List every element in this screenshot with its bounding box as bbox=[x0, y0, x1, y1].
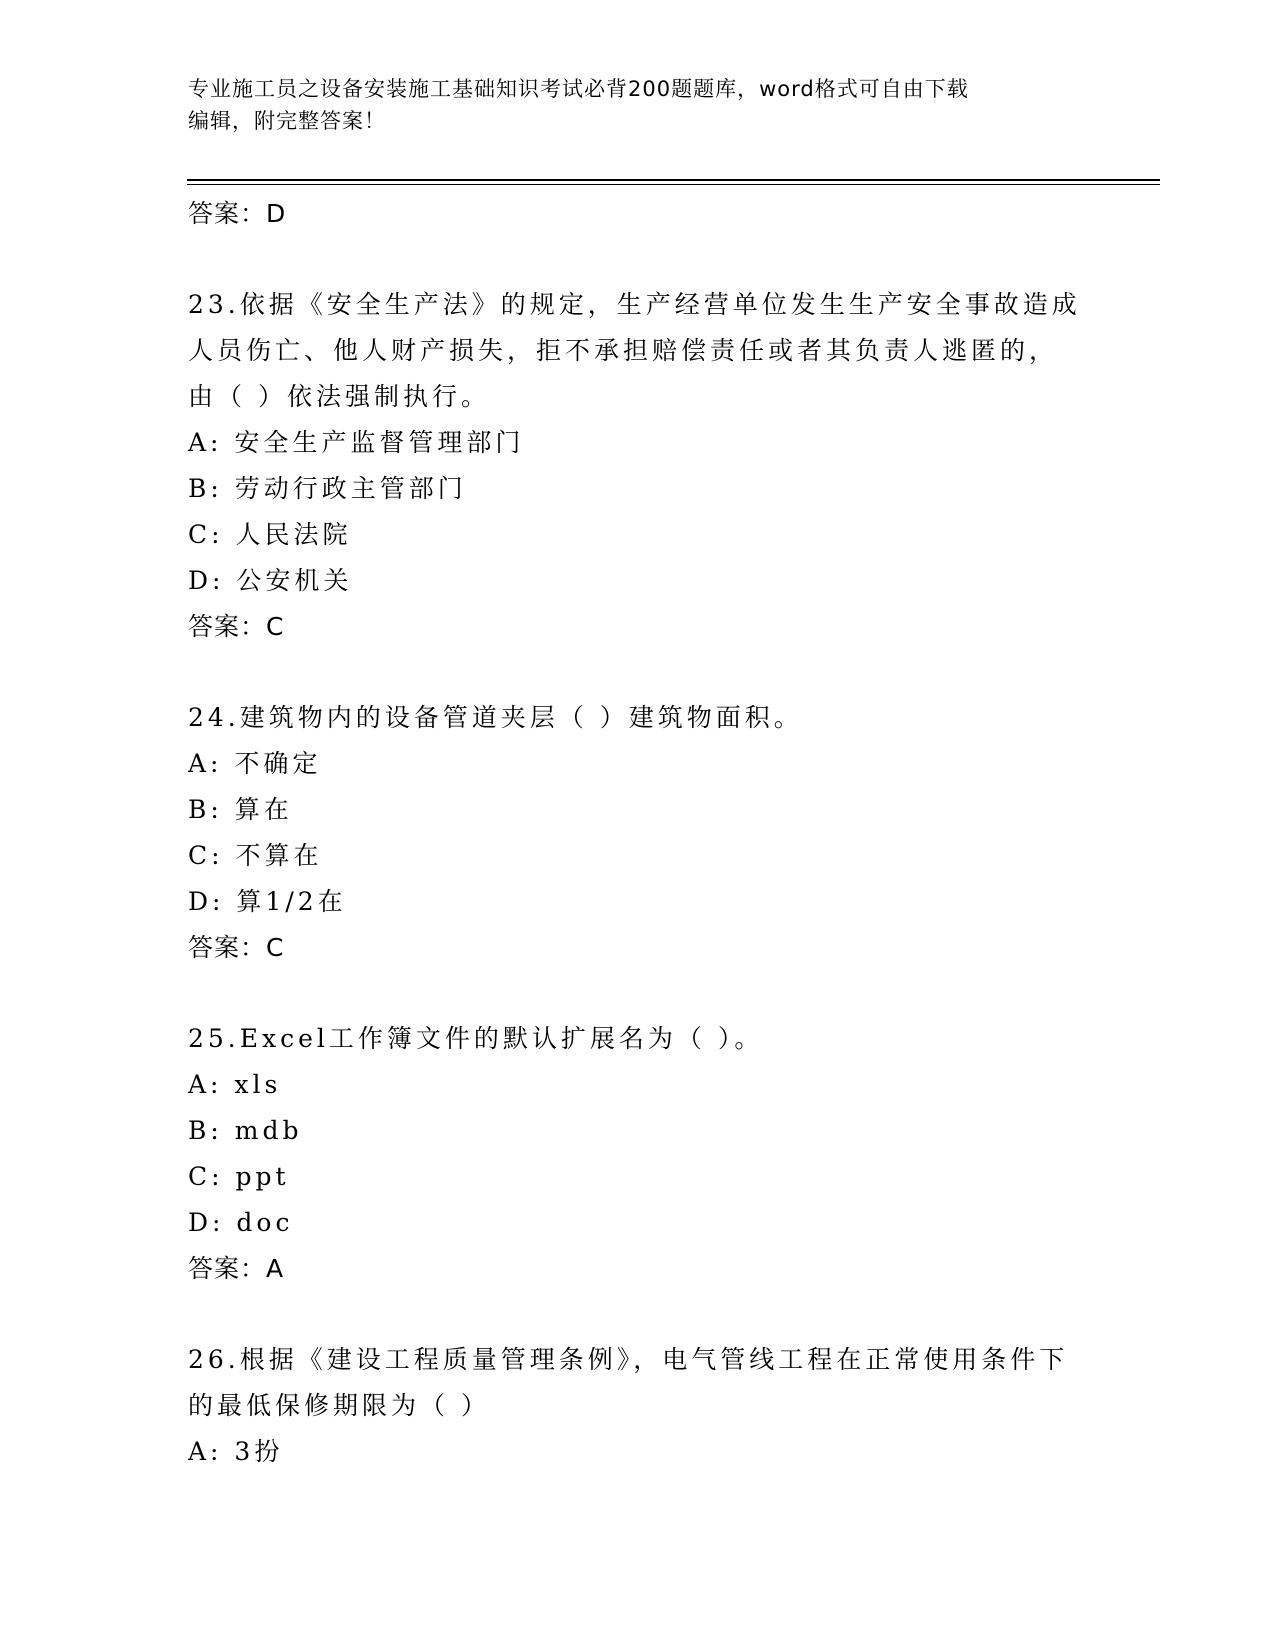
document-header bbox=[188, 73, 1068, 137]
header-line-1: 专业施工员之设备安装施工基础知识考试必背200题题库，word格式可自由下载 bbox=[188, 77, 969, 101]
question-26 bbox=[188, 1337, 1088, 1475]
answer-line: 答案：C bbox=[188, 933, 285, 962]
option-a: A: xls bbox=[188, 1070, 282, 1099]
answer-line: 答案：D bbox=[188, 199, 287, 228]
question-list bbox=[188, 191, 1088, 1475]
question-25 bbox=[188, 1016, 1088, 1292]
option-d: D: 公安机关 bbox=[188, 566, 353, 595]
option-c: C: 不算在 bbox=[188, 841, 323, 870]
header-line-2: 编辑，附完整答案！ bbox=[188, 109, 386, 133]
question-text: 人员伤亡、他人财产损失，拒不承担赔偿责任或者其负责人逃匿的， bbox=[188, 336, 1059, 365]
answer-line: 答案：A bbox=[188, 1254, 285, 1283]
question-text: 23.依据《安全生产法》的规定，生产经营单位发生生产安全事故造成 bbox=[188, 290, 1081, 319]
question-text: 25.Excel工作簿文件的默认扩展名为（ ）。 bbox=[188, 1024, 764, 1053]
question-23 bbox=[188, 282, 1088, 650]
question-text: 24.建筑物内的设备管道夹层（ ）建筑物面积。 bbox=[188, 703, 803, 732]
question-text: 由（ ）依法强制执行。 bbox=[188, 382, 490, 411]
option-a: A: 安全生产监督管理部门 bbox=[188, 428, 525, 457]
option-d: D: 算1/2在 bbox=[188, 887, 347, 916]
header-rule bbox=[187, 179, 1160, 181]
header-rule-thin bbox=[187, 184, 1160, 185]
question-text: 的最低保修期限为（ ） bbox=[188, 1391, 490, 1420]
option-b: B: 算在 bbox=[188, 795, 293, 824]
option-a: A: 不确定 bbox=[188, 749, 322, 778]
option-c: C: 人民法院 bbox=[188, 520, 352, 549]
option-c: C: ppt bbox=[188, 1162, 290, 1191]
question-24 bbox=[188, 695, 1088, 971]
question-text: 26.根据《建设工程质量管理条例》，电气管线工程在正常使用条件下 bbox=[188, 1345, 1069, 1374]
option-d: D: doc bbox=[188, 1208, 294, 1237]
option-a: A: 3扮 bbox=[188, 1437, 284, 1466]
option-b: B: mdb bbox=[188, 1116, 303, 1145]
answer-line: 答案：C bbox=[188, 612, 285, 641]
option-b: B: 劳动行政主管部门 bbox=[188, 474, 467, 503]
